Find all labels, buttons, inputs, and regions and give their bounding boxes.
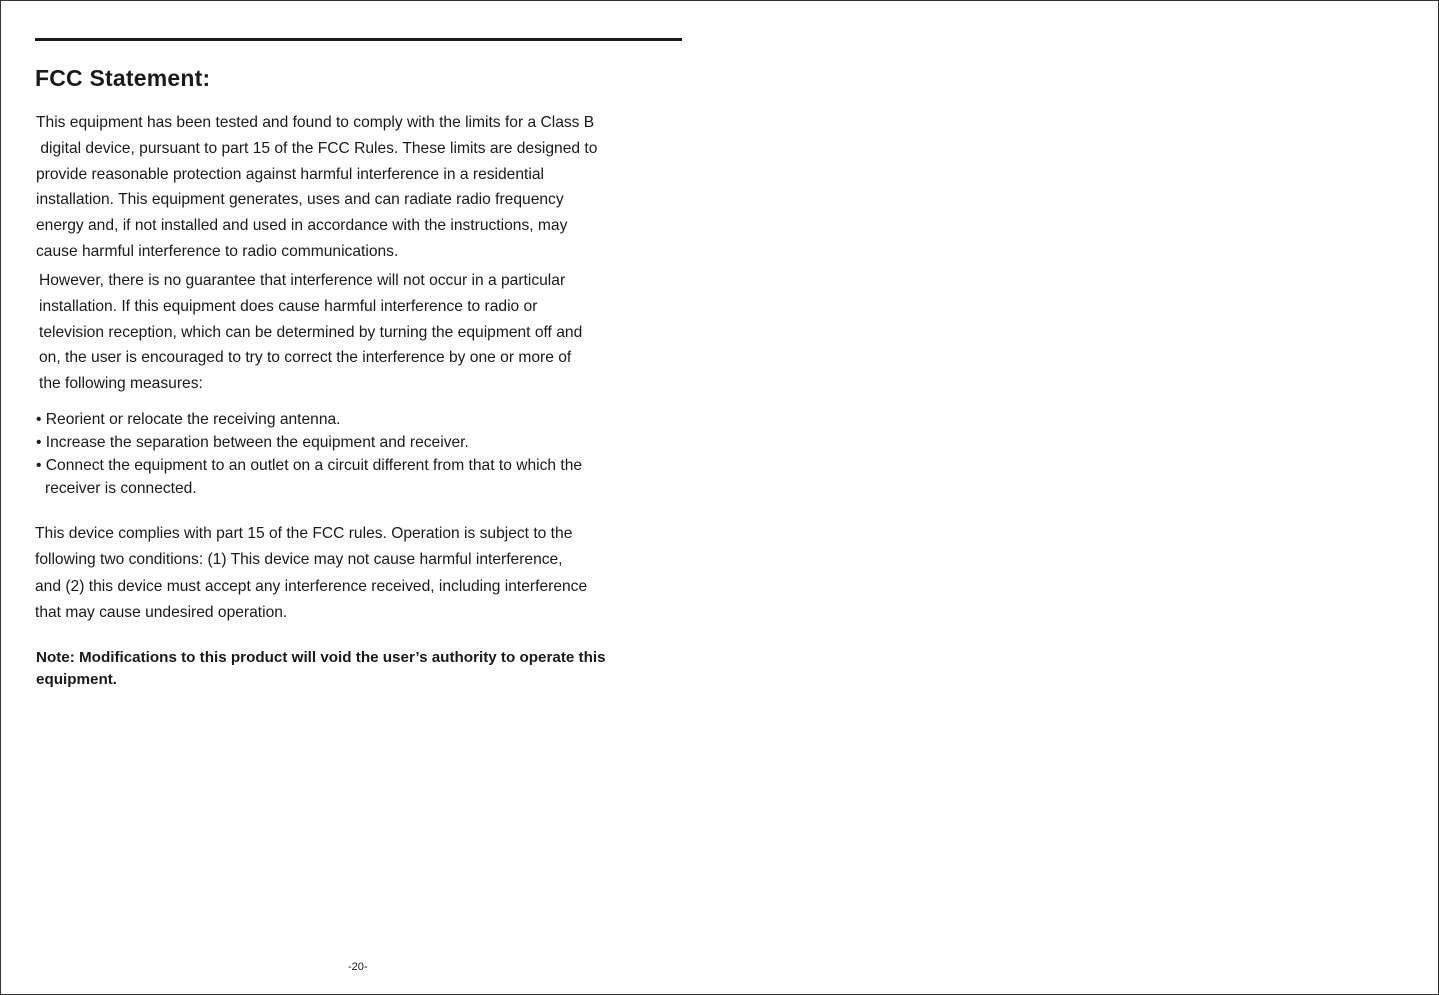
page-number: -20-: [348, 961, 368, 973]
conditions-paragraph: [35, 521, 587, 627]
paragraph-line: the following measures:: [39, 375, 203, 393]
paragraph-line: installation. If this equipment does cause harmful interference to radio or: [39, 297, 538, 315]
list-item: • Reorient or relocate the receiving antenna.: [36, 411, 341, 428]
note-line: Note: Modifications to this product will void the user’s authority to operate this: [36, 649, 606, 666]
guarantee-paragraph: [39, 268, 582, 397]
paragraph-line: television reception, which can be determined by turning the equipment off and: [39, 323, 583, 341]
paragraph-line: on, the user is encouraged to try to correct the interference by one or more of: [39, 349, 572, 367]
paragraph-line: that may cause undesired operation.: [35, 604, 288, 622]
paragraph-line: digital device, pursuant to part 15 of the FCC Rules. These limits are designed to: [36, 139, 598, 157]
header-rule: [35, 38, 682, 41]
compliance-paragraph: [36, 110, 597, 265]
paragraph-line: installation. This equipment generates, uses and can radiate radio frequency: [36, 191, 564, 209]
paragraph-line: energy and, if not installed and used in accordance with the instructions, may: [36, 217, 568, 235]
paragraph-line: and (2) this device must accept any interference received, including interference: [35, 577, 588, 595]
paragraph-line: This equipment has been tested and found to comply with the limits for a Class B: [36, 114, 595, 131]
section-title: FCC Statement:: [35, 65, 211, 91]
measures-list: [36, 408, 582, 500]
paragraph-line: This device complies with part 15 of the FCC rules. Operation is subject to the: [35, 525, 573, 542]
modification-note: [36, 647, 606, 691]
list-item: • Connect the equipment to an outlet on a circuit different from that to which the receiver is connected.: [36, 457, 583, 497]
paragraph-line: cause harmful interference to radio communications.: [36, 242, 399, 260]
paragraph-line: provide reasonable protection against harmful interference in a residential: [36, 165, 544, 183]
paragraph-line: following two conditions: (1) This device may not cause harmful interference,: [35, 551, 563, 569]
note-line: equipment.: [36, 671, 118, 688]
list-item: • Increase the separation between the equipment and receiver.: [36, 434, 469, 451]
paragraph-line: However, there is no guarantee that interference will not occur in a particular: [39, 272, 566, 289]
